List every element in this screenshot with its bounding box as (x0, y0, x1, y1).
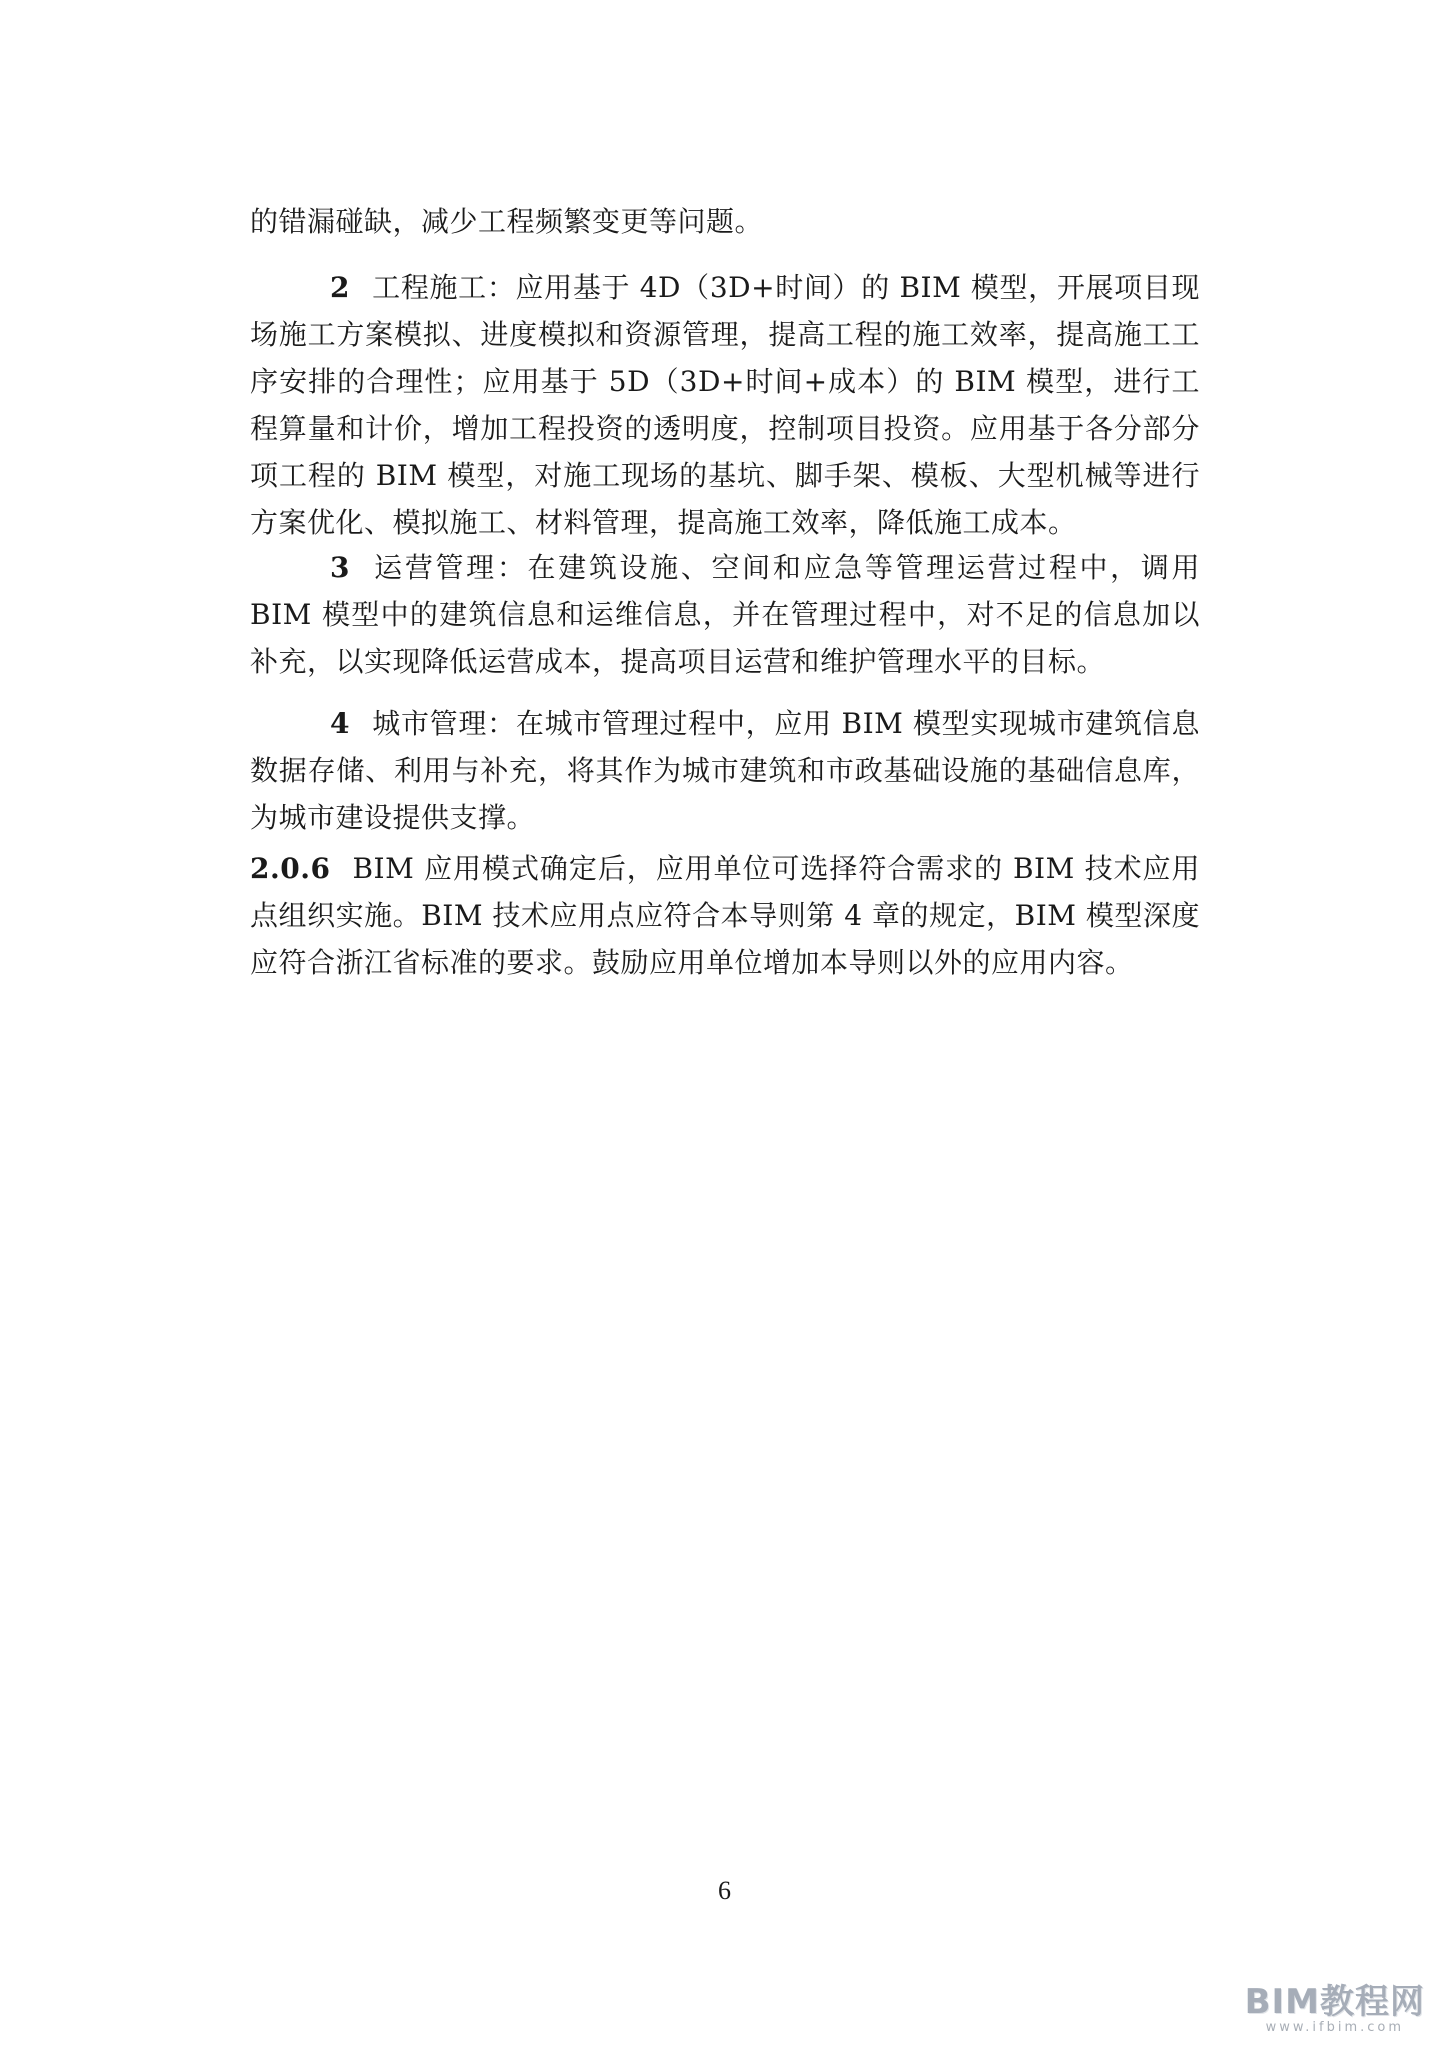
section-2-0-6 (250, 845, 1200, 986)
list-item-3 (250, 544, 1200, 685)
watermark-logo-text: BIM教程网 (1244, 1982, 1425, 2022)
section-number: 2.0.6 (250, 852, 331, 885)
continuation-line: 的错漏碰缺，减少工程频繁变更等问题。 (250, 205, 764, 238)
list-item-number: 3 (330, 551, 350, 584)
site-watermark (1244, 1982, 1425, 2035)
list-item-text: 工程施工：应用基于 4D（3D+时间）的 BIM 模型，开展项目现场施工方案模拟、进度模拟和资源管理，提高工程的施工效率，提高施工工序安排的合理性；应用基于 5D（3D+时间+成本）的 BIM 模型，进行工程算量和计价，增加工程投资的透明度，控制项目投资。应用基于各分部分项工程的 BIM 模型，对施工现场的基坑、脚手架、模板、大型机械等进行方案优化、模拟施工、材料管理，提高施工效率，降低施工成本。 (250, 271, 1200, 539)
section-text: BIM 应用模式确定后，应用单位可选择符合需求的 BIM 技术应用点组织实施。BIM 技术应用点应符合本导则第 4 章的规定，BIM 模型深度应符合浙江省标准的要求。鼓励应用单位增加本导则以外的应用内容。 (250, 852, 1200, 979)
list-item-4 (250, 700, 1200, 841)
continuation-paragraph (250, 198, 1200, 245)
list-item-number: 4 (330, 707, 350, 740)
list-item-number: 2 (330, 271, 350, 304)
page-number: 6 (718, 1876, 731, 1905)
list-item-2 (250, 264, 1200, 546)
list-item-text: 运营管理：在建筑设施、空间和应急等管理运营过程中，调用 BIM 模型中的建筑信息和运维信息，并在管理过程中，对不足的信息加以补充，以实现降低运营成本，提高项目运营和维护管理水平的目标。 (250, 551, 1200, 678)
list-item-text: 城市管理：在城市管理过程中，应用 BIM 模型实现城市建筑信息数据存储、利用与补充，将其作为城市建筑和市政基础设施的基础信息库，为城市建设提供支撑。 (250, 707, 1200, 834)
watermark-url: www.ifbim.com (1265, 2020, 1405, 2035)
